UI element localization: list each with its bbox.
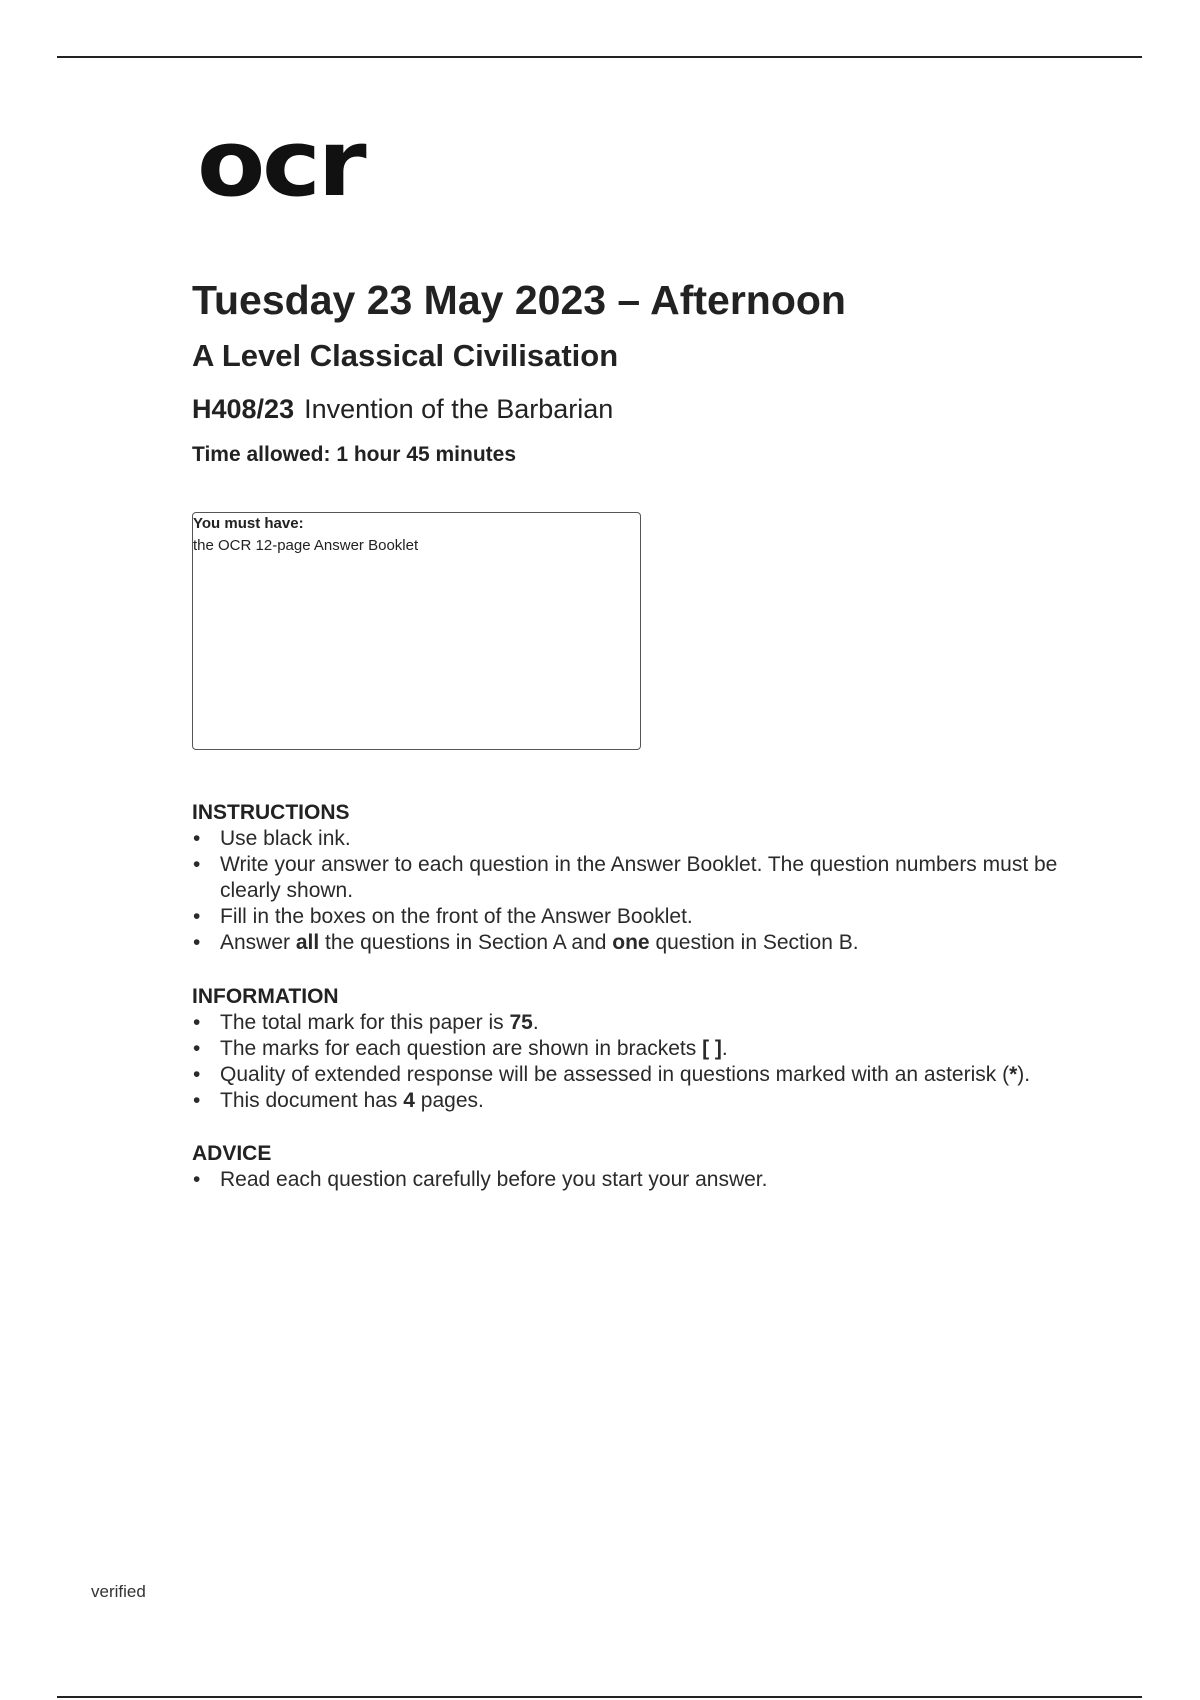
exam-component (192, 394, 613, 425)
information-heading: INFORMATION (192, 985, 339, 1008)
bullet-icon: • (193, 1037, 201, 1060)
emphasis-text: one (612, 931, 650, 954)
emphasis-text: [ ] (702, 1037, 722, 1060)
bullet-icon: • (193, 1168, 201, 1191)
time-allowed: Time allowed: 1 hour 45 minutes (192, 443, 517, 466)
component-code: H408/23 (192, 394, 295, 424)
list-item (192, 826, 1092, 852)
must-have-item: the OCR 12-page Answer Booklet (193, 537, 419, 554)
item-text: question in Section B. (649, 931, 859, 954)
ocr-logo: ocr (197, 110, 364, 217)
verified-watermark: verified (91, 1582, 146, 1601)
item-text: ). (1017, 1063, 1031, 1086)
item-text: The marks for each question are shown in brackets (220, 1037, 703, 1060)
bullet-icon: • (193, 1011, 201, 1034)
instructions-list (192, 826, 1092, 956)
item-text: The total mark for this paper is (220, 1011, 510, 1034)
item-text: the questions in Section A and (319, 931, 613, 954)
item-text: Quality of extended response will be assessed in questions marked with an asterisk ( (220, 1063, 1010, 1086)
must-have-heading: You must have: (193, 515, 304, 532)
information-list (192, 1010, 1092, 1114)
instructions-section (192, 800, 1092, 956)
item-text: Read each question carefully before you start your answer. (220, 1168, 768, 1191)
component-title: Invention of the Barbarian (304, 394, 614, 424)
advice-heading: ADVICE (192, 1142, 272, 1165)
list-item (192, 852, 1092, 904)
item-text: Fill in the boxes on the front of the Answer Booklet. (220, 905, 693, 928)
bottom-rule (57, 1696, 1142, 1698)
list-item (192, 1088, 1092, 1114)
exam-subject: A Level Classical Civilisation (192, 338, 619, 373)
item-text: . (532, 1011, 539, 1034)
list-item (192, 1010, 1092, 1036)
item-text: Write your answer to each question in the Answer Booklet. The question numbers must be clearly shown. (220, 853, 1058, 902)
bullet-icon: • (193, 827, 201, 850)
item-text: Use black ink. (220, 827, 351, 850)
item-text: Answer (220, 931, 296, 954)
list-item (192, 1167, 1092, 1193)
item-text: pages. (414, 1089, 484, 1112)
emphasis-text: * (1009, 1063, 1018, 1086)
bullet-icon: • (193, 905, 201, 928)
list-item (192, 930, 1092, 956)
advice-list (192, 1167, 1092, 1193)
must-have-box (192, 512, 641, 750)
item-text: This document has (220, 1089, 404, 1112)
exam-date: Tuesday 23 May 2023 – Afternoon (192, 277, 846, 323)
bullet-icon: • (193, 931, 201, 954)
emphasis-text: 75 (509, 1011, 533, 1034)
emphasis-text: 4 (403, 1089, 415, 1112)
information-section (192, 984, 1092, 1114)
list-item (192, 904, 1092, 930)
bullet-icon: • (193, 1089, 201, 1112)
advice-section (192, 1141, 1092, 1193)
item-text: . (721, 1037, 728, 1060)
list-item (192, 1062, 1092, 1088)
bullet-icon: • (193, 1063, 201, 1086)
list-item (192, 1036, 1092, 1062)
emphasis-text: all (295, 931, 320, 954)
instructions-heading: INSTRUCTIONS (192, 801, 350, 824)
bullet-icon: • (193, 853, 201, 876)
top-rule (57, 56, 1142, 58)
